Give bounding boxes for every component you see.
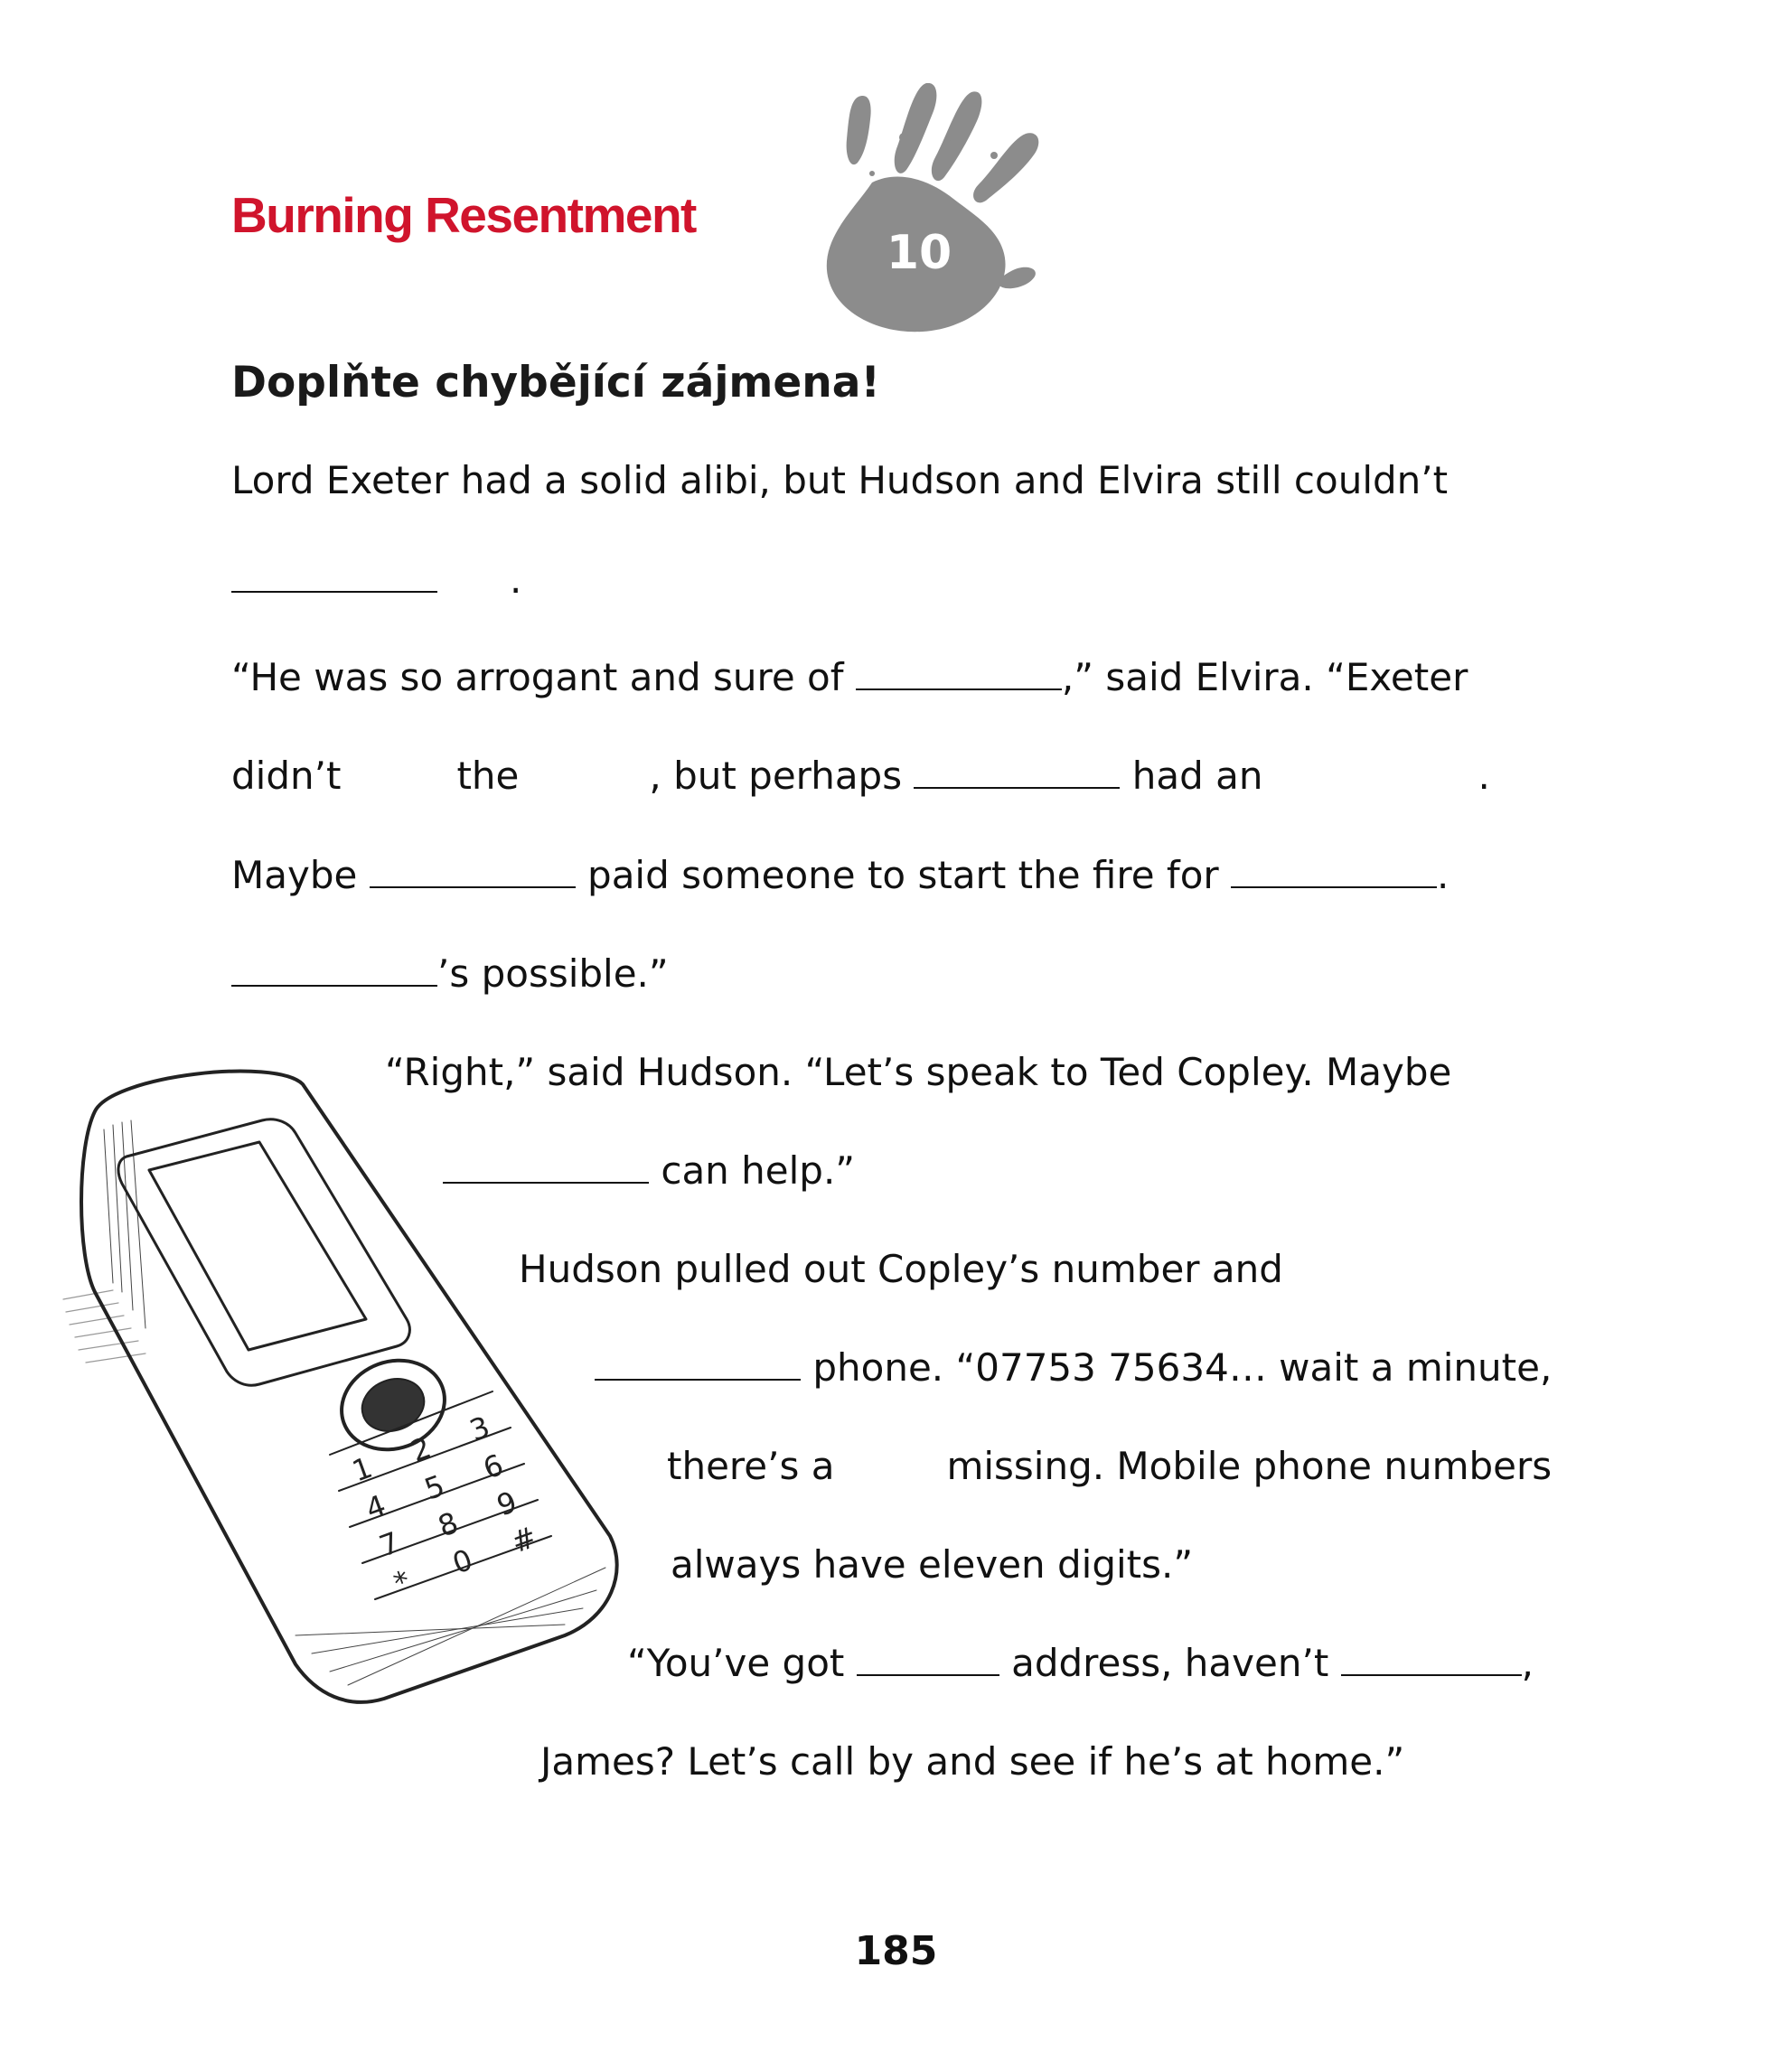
story-text: Lord Exeter had a solid alibi, but Hudson and Elvira still couldn’t xyxy=(231,458,1449,502)
story-text: ,” said Elvira. “Exeter xyxy=(1061,655,1468,699)
pronoun-blank[interactable] xyxy=(856,658,1062,690)
story-text: always have eleven digits.” xyxy=(671,1542,1194,1587)
chapter-title: Burning Resentment xyxy=(231,187,696,243)
handprint-badge xyxy=(818,83,1062,336)
pronoun-blank[interactable] xyxy=(231,954,437,987)
story-line-3 xyxy=(231,651,1468,705)
mobile-phone-icon xyxy=(59,1057,637,1708)
story-text: James? Let’s call by and see if he’s at home.” xyxy=(540,1739,1405,1784)
story-text: didn’t xyxy=(231,754,342,798)
phone-key-hash: # xyxy=(506,1519,541,1560)
story-line-2 xyxy=(231,553,521,607)
story-text: phone. “07753 75634… wait a minute, xyxy=(801,1345,1553,1390)
pronoun-blank[interactable] xyxy=(1231,856,1437,888)
phone-key-9: 9 xyxy=(492,1484,521,1523)
phone-key-0: 0 xyxy=(447,1541,477,1581)
story-text: there’s a xyxy=(667,1444,835,1488)
phone-key-star: * xyxy=(389,1563,415,1601)
chapter-number: 10 xyxy=(886,226,952,280)
mobile-phone-illustration xyxy=(59,1057,637,1708)
story-text: paid someone to start the fire for xyxy=(575,853,1232,897)
story-text: had an xyxy=(1120,754,1263,798)
story-text: Maybe xyxy=(231,853,370,897)
story-text: “He was so arrogant and sure of xyxy=(231,655,856,699)
story-line-4 xyxy=(231,749,1490,803)
story-text: the xyxy=(456,754,520,798)
pronoun-blank[interactable] xyxy=(914,756,1120,789)
phone-key-5: 5 xyxy=(419,1467,449,1507)
story-line-13 xyxy=(627,1636,1534,1691)
story-text: , xyxy=(1521,1641,1534,1685)
phone-key-2: 2 xyxy=(406,1429,436,1469)
pronoun-blank[interactable] xyxy=(857,1644,999,1676)
phone-key-1: 1 xyxy=(347,1449,377,1489)
story-text: . xyxy=(1437,853,1450,897)
phone-key-8: 8 xyxy=(433,1504,463,1544)
story-line-11 xyxy=(667,1439,1552,1494)
handprint-icon xyxy=(818,83,1062,336)
story-line-6 xyxy=(231,947,669,1001)
phone-key-7: 7 xyxy=(374,1524,404,1564)
pronoun-blank[interactable] xyxy=(1341,1644,1522,1676)
story-line-12 xyxy=(671,1538,1193,1592)
story-line-1 xyxy=(231,454,1448,508)
story-text: “Right,” said Hudson. “Let’s speak to Ted Copley. Maybe xyxy=(385,1050,1452,1094)
story-text: Hudson pulled out Copley’s number and xyxy=(519,1247,1283,1291)
story-text: address, haven’t xyxy=(999,1641,1341,1685)
story-text: . xyxy=(510,557,522,602)
story-line-14 xyxy=(540,1735,1404,1789)
story-text: “You’ve got xyxy=(627,1641,857,1685)
story-text: . xyxy=(1478,754,1490,798)
phone-key-4: 4 xyxy=(361,1487,390,1527)
phone-key-6: 6 xyxy=(478,1447,508,1486)
story-line-10 xyxy=(595,1341,1552,1395)
story-text: can help.” xyxy=(649,1148,856,1193)
story-line-5 xyxy=(231,848,1449,903)
story-text: ’s possible.” xyxy=(437,951,669,996)
phone-key-3: 3 xyxy=(464,1409,494,1448)
page-number: 185 xyxy=(854,1928,938,1974)
story-text: , but perhaps xyxy=(649,754,915,798)
story-text: missing. Mobile phone numbers xyxy=(946,1444,1553,1488)
pronoun-blank[interactable] xyxy=(370,856,576,888)
pronoun-blank[interactable] xyxy=(231,560,437,593)
exercise-instruction: Doplňte chybějící zájmena! xyxy=(231,358,880,407)
